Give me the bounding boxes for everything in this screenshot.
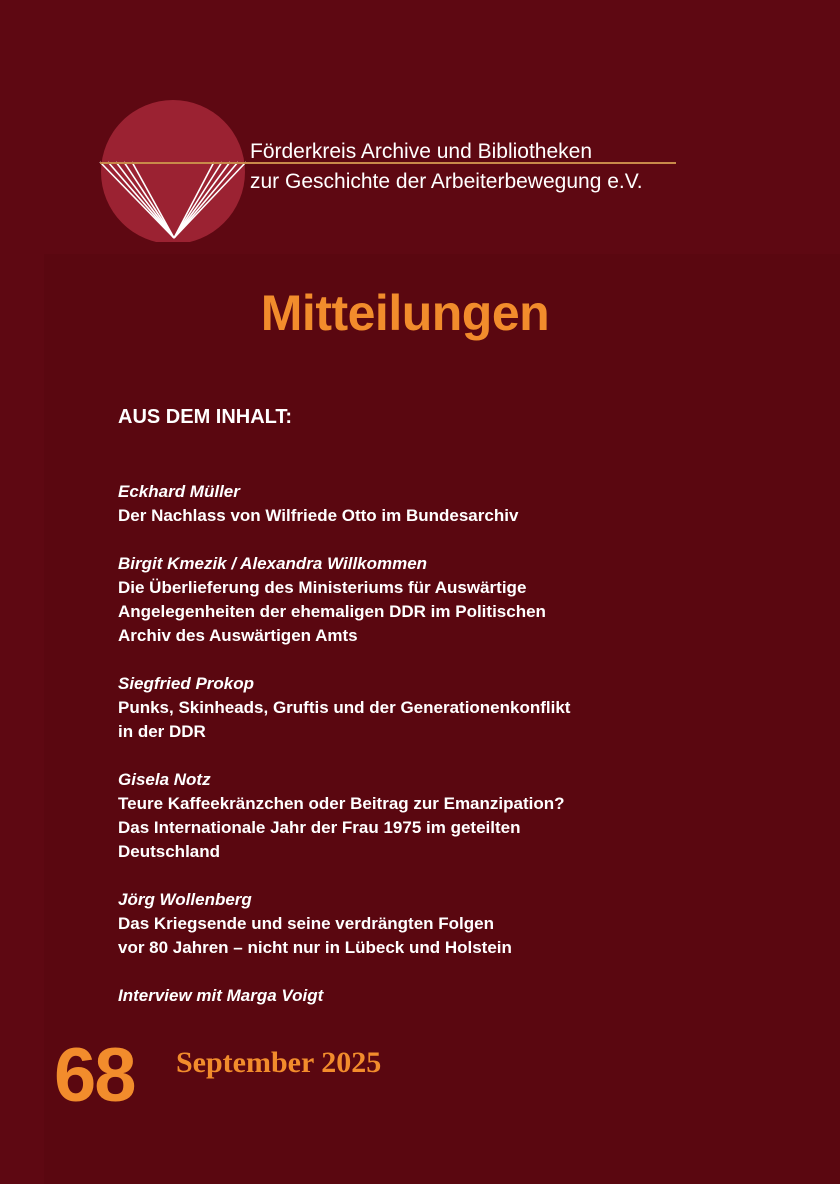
toc-entry-title-line: Archiv des Auswärtigen Amts [118,626,358,645]
toc-entry [118,888,758,960]
toc-entry-author: Siegfried Prokop [118,674,255,693]
toc-heading: AUS DEM INHALT: [118,406,293,428]
toc-entry-title-line: Punks, Skinheads, Gruftis und der Generationenkonflikt [118,698,571,717]
organization-logo-icon [96,100,256,242]
toc-entry-title [118,696,758,744]
toc-entry [118,984,758,1008]
issue-number: 68 [54,1033,135,1118]
issue-date: September 2025 [176,1046,382,1079]
toc-entry-author: Interview mit Marga Voigt [118,986,324,1005]
toc-entry [118,672,758,744]
toc-entry [118,480,758,528]
toc-entry-title [118,504,758,528]
toc-entry-author: Birgit Kmezik / Alexandra Willkommen [118,554,428,573]
toc-entry [118,768,758,864]
toc-entry-title [118,792,758,864]
toc-entry-title-line: Die Überlieferung des Ministeriums für Auswärtige [118,578,527,597]
toc-entry-title-line: Deutschland [118,842,221,861]
toc-entry-title [118,912,758,960]
magazine-title: Mitteilungen [260,285,550,341]
toc-entry-title-line: vor 80 Jahren – nicht nur in Lübeck und Holstein [118,938,512,957]
organization-name-line1: Förderkreis Archive und Bibliotheken [250,140,593,163]
toc-entry-title-line: in der DDR [118,722,206,741]
toc-entry-title-line: Das Kriegsende und seine verdrängten Folgen [118,914,494,933]
toc-entry-author: Jörg Wollenberg [118,890,252,909]
toc-entry-title-line: Angelegenheiten der ehemaligen DDR im Politischen [118,602,546,621]
toc-entry-author: Gisela Notz [118,770,211,789]
toc-entry-title-line: Teure Kaffeekränzchen oder Beitrag zur Emanzipation? [118,794,565,813]
organization-name-line2: zur Geschichte der Arbeiterbewegung e.V. [250,170,643,193]
toc-entry-title-line: Der Nachlass von Wilfriede Otto im Bundesarchiv [118,506,519,525]
toc-entry-author: Eckhard Müller [118,482,240,501]
toc-entry-title [118,576,758,648]
toc-entry [118,552,758,648]
toc-entry-title-line: Das Internationale Jahr der Frau 1975 im geteilten [118,818,521,837]
organization-name [250,137,643,197]
table-of-contents [118,480,758,1032]
